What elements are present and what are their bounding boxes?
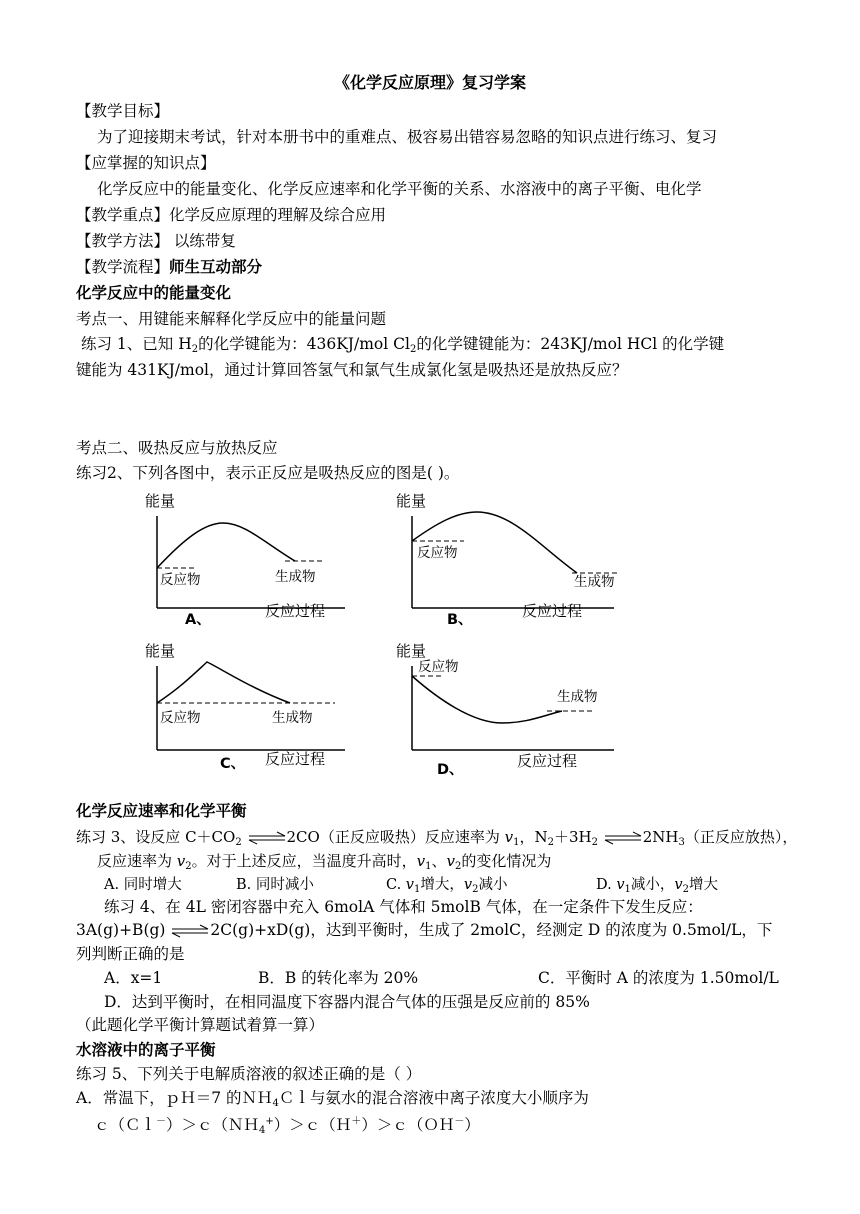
energy-curve: [157, 662, 290, 703]
ex3-l2-c: 、: [431, 852, 447, 870]
v-sub-2: 2: [455, 861, 462, 872]
energy-diagram-a: [135, 488, 355, 636]
sub-4: 4: [259, 1125, 266, 1136]
ex3-text-f: （正反应放热），: [684, 828, 798, 846]
v-symbol: v: [674, 877, 683, 893]
caption-b: B、: [447, 612, 473, 628]
exercise-4-line-3: 列判断正确的是: [76, 945, 185, 963]
exercise-1-line-2: 键能为 431KJ/mol，通过计算回答氢气和氯气生成氯化氢是吸热还是放热反应？: [76, 361, 628, 379]
ex3-l2-a: 反应速率为: [97, 852, 177, 870]
opt-d-pre: D.: [596, 877, 617, 893]
y-axis-label: 能量: [396, 492, 427, 510]
v-symbol: v: [416, 852, 426, 870]
v-symbol: v: [446, 852, 456, 870]
sup-plus: +: [265, 1116, 274, 1127]
v-symbol: v: [405, 877, 414, 893]
energy-diagram-c: [135, 638, 355, 778]
ex3-text-a: 练习 3、设反应 C＋CO: [76, 828, 236, 846]
ex4-l2-b: 2C(g)+xD(g)，达到平衡时，生成了 2molC，经测定 D 的浓度为 0.5mol/L，下: [210, 921, 773, 939]
ex1-text-a: 练习 1、已知 H: [81, 335, 192, 353]
energy-curve: [412, 512, 577, 573]
knowledge-heading: 【应掌握的知识点】: [76, 154, 216, 172]
ex3-text-d: ＋3H: [553, 828, 592, 846]
sup-minus: －: [454, 1116, 465, 1127]
order-c: ）＞ｃ（Ｈ: [273, 1116, 352, 1134]
ex4-note: （此题化学平衡计算题试着算一算）: [76, 1016, 325, 1034]
reactant-label: 反应物: [418, 659, 459, 675]
energy-diagram-d: [392, 638, 624, 778]
ex3-text-c: ，N: [519, 828, 548, 846]
order-a: ｃ（Ｃｌ: [94, 1116, 157, 1134]
ex5-ion-order: [94, 1111, 480, 1142]
v-sub-2: 2: [185, 861, 192, 872]
x-axis-label: 反应过程: [517, 752, 578, 770]
ex4-option-a: A．x=1: [104, 969, 163, 987]
order-b: ）＞ｃ（ＮＨ: [166, 1116, 260, 1134]
x-axis-label: 反应过程: [265, 602, 326, 620]
energy-heading: 化学反应中的能量变化: [76, 284, 232, 302]
ex3-sub-nh3: 3: [678, 837, 685, 848]
ex1-text-c: 的化学键键能为：243KJ/mol HCl 的化学键: [416, 335, 725, 353]
opt-c-pre: C.: [386, 877, 406, 893]
v-symbol: v: [463, 877, 473, 893]
ionic-heading: 水溶液中的离子平衡: [76, 1041, 216, 1059]
equilibrium-arrow: [170, 924, 210, 938]
opt-c-mid: 增大，: [420, 877, 464, 893]
x-axis-label: 反应过程: [522, 602, 583, 620]
ex1-sub-h2: 2: [191, 344, 199, 355]
v-sub-2: 2: [472, 884, 479, 895]
exercise-1-line-1: [81, 333, 724, 361]
v-symbol: v: [504, 828, 514, 846]
ex3-sub-n2: 2: [547, 837, 554, 848]
ex3-l2-b: 。对于上述反应，当温度升高时，: [191, 852, 417, 870]
method-line: 【教学方法】 以练带复: [76, 232, 236, 250]
energy-diagram-b: [392, 488, 624, 636]
v-symbol: v: [176, 852, 186, 870]
energy-curve: [157, 523, 295, 568]
caption-a: A、: [185, 612, 211, 628]
page-title: 《化学反应原理》复习学案: [333, 73, 526, 92]
reactant-label: 反应物: [160, 710, 201, 726]
goal-heading: 【教学目标】: [76, 102, 170, 120]
opt-d-mid: 减小，: [630, 877, 675, 893]
point-two: 考点二、吸热反应与放热反应: [76, 439, 278, 457]
point-one: 考点一、用键能来解释化学反应中的能量问题: [76, 310, 387, 328]
knowledge-text: 化学反应中的能量变化、化学反应速率和化学平衡的关系、水溶液中的离子平衡、电化学: [97, 180, 702, 198]
ex1-sub-cl2: 2: [409, 344, 417, 355]
caption-c: C、: [220, 756, 246, 772]
ex3-l2-d: 的变化情况为: [461, 852, 552, 870]
ex3-text-e: 2NH: [642, 828, 679, 846]
exercise-5: 练习 5、下列关于电解质溶液的叙述正确的是（ ）: [76, 1065, 422, 1083]
exercise-4-line-1: 练习 4、在 4L 密闭容器中充入 6molA 气体和 5molB 气体，在一定条件下发生反应：: [104, 898, 703, 916]
product-label: 生成物: [557, 689, 598, 705]
equilibrium-arrow: [247, 831, 287, 845]
sup-plus-fw: ＋: [351, 1116, 362, 1127]
product-label: 生成物: [275, 569, 316, 585]
y-axis-label: 能量: [145, 642, 176, 660]
order-d: ）＞ｃ（ＯＨ: [361, 1116, 455, 1134]
ex3-sub-h2: 2: [591, 837, 598, 848]
caption-d: D、: [437, 762, 464, 778]
y-axis-label: 能量: [145, 492, 176, 510]
exercise-4-line-2: [76, 919, 772, 941]
v-sub-1: 1: [624, 884, 631, 895]
rate-heading: 化学反应速率和化学平衡: [76, 802, 247, 820]
ex4-option-d: D．达到平衡时，在相同温度下容器内混合气体的压强是反应前的 85%: [104, 993, 590, 1011]
flow-suffix: 师生互动部分: [169, 257, 263, 276]
ex3-sub-co2: 2: [235, 837, 242, 848]
ex3-option-a: A. 同时增大: [104, 877, 182, 893]
ex1-text-b: 的化学键能为：436KJ/mol Cl: [198, 335, 410, 353]
ex5-a-text-a: A．常温下，ｐＨ＝7 的ＮＨ: [76, 1089, 273, 1107]
exercise-2: 练习2、下列各图中，表示正反应是吸热反应的图是( )。: [76, 464, 460, 482]
ex4-l2-a: 3A(g)+B(g): [76, 921, 166, 939]
sup-minus: －: [156, 1116, 167, 1127]
ex3-text-b: 2CO（正反应吸热）反应速率为: [286, 828, 505, 846]
ex3-option-b: B. 同时减小: [236, 877, 314, 893]
v-sub-1: 1: [414, 884, 421, 895]
focus-line: 【教学重点】化学反应原理的理解及综合应用: [76, 206, 387, 224]
v-sub-1: 1: [425, 861, 432, 872]
ex5-a-text-b: Ｃｌ与氨水的混合溶液中离子浓度大小顺序为: [278, 1089, 589, 1107]
y-axis-label: 能量: [396, 642, 427, 660]
opt-c-end: 减小: [478, 877, 508, 893]
opt-d-end: 增大: [688, 877, 718, 893]
v-sub-2: 2: [682, 884, 689, 895]
energy-curve: [412, 676, 562, 723]
flow-line: [76, 256, 262, 278]
v-sub-1: 1: [513, 837, 520, 848]
goal-text: 为了迎接期末考试，针对本册书中的重难点、极容易出错容易忽略的知识点进行练习、复习: [97, 128, 718, 146]
v-symbol: v: [616, 877, 625, 893]
order-e: ）: [464, 1116, 480, 1134]
product-label: 生成物: [574, 574, 615, 590]
x-axis-label: 反应过程: [265, 750, 326, 768]
ex5-a-sub: 4: [272, 1098, 279, 1109]
ex4-option-c: C．平衡时 A 的浓度为 1.50mol/L: [538, 969, 779, 987]
reactant-label: 反应物: [160, 572, 201, 588]
equilibrium-arrow: [603, 831, 643, 845]
flow-prefix: 【教学流程】: [76, 258, 170, 276]
product-label: 生成物: [272, 710, 313, 726]
ex4-option-b: B．B 的转化率为 20%: [258, 969, 419, 987]
reactant-label: 反应物: [417, 545, 458, 561]
